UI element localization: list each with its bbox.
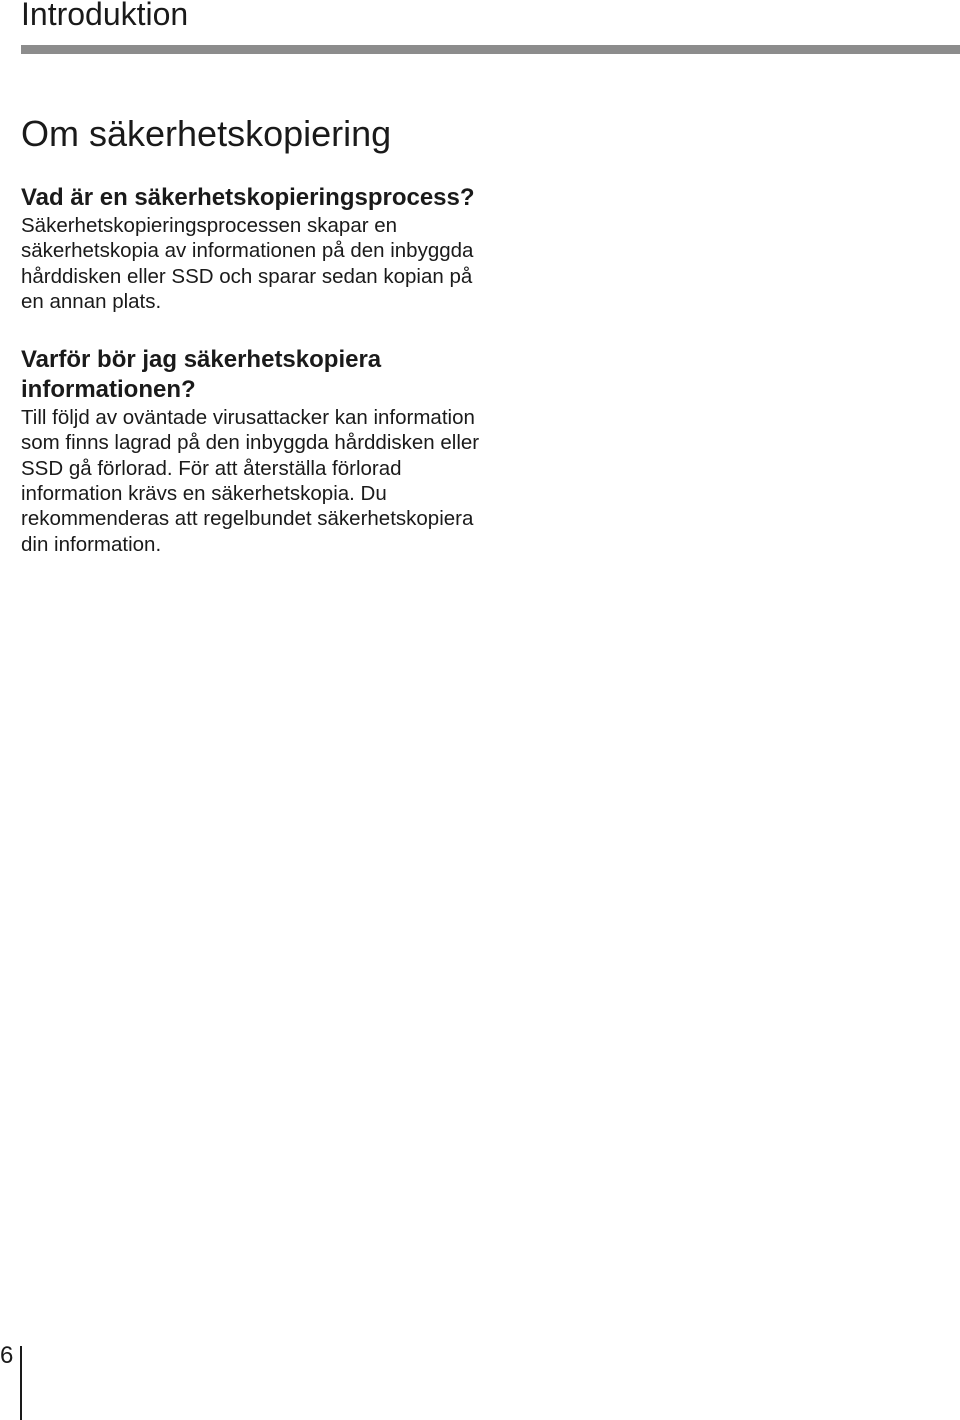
section-heading-what: Vad är en säkerhetskopieringsprocess? (21, 184, 475, 211)
page-number-divider (20, 1346, 22, 1420)
section-gap (21, 314, 481, 345)
section-body-why: Till följd av oväntade virusattacker kan information som finns lagrad på den inbyggda hårddisken eller SSD gå förlorad. För att återställa förlorad information krävs en säkerhetskopia. Du rekommenderas att regelbundet säkerhetskopiera din information. (21, 406, 480, 556)
header-rule (21, 45, 960, 54)
page-title: Om säkerhetskopiering (21, 113, 392, 154)
main-content (21, 112, 481, 557)
page-number: 6 (0, 1342, 14, 1369)
section-label: Introduktion (21, 0, 189, 32)
section-heading-why: Varför bör jag säkerhetskopiera informationen? (21, 346, 382, 404)
section-body-what: Säkerhetskopieringsprocessen skapar en säkerhetskopia av informationen på den inbyggda hårddisken eller SSD och sparar sedan kopian på en annan plats. (21, 214, 474, 313)
